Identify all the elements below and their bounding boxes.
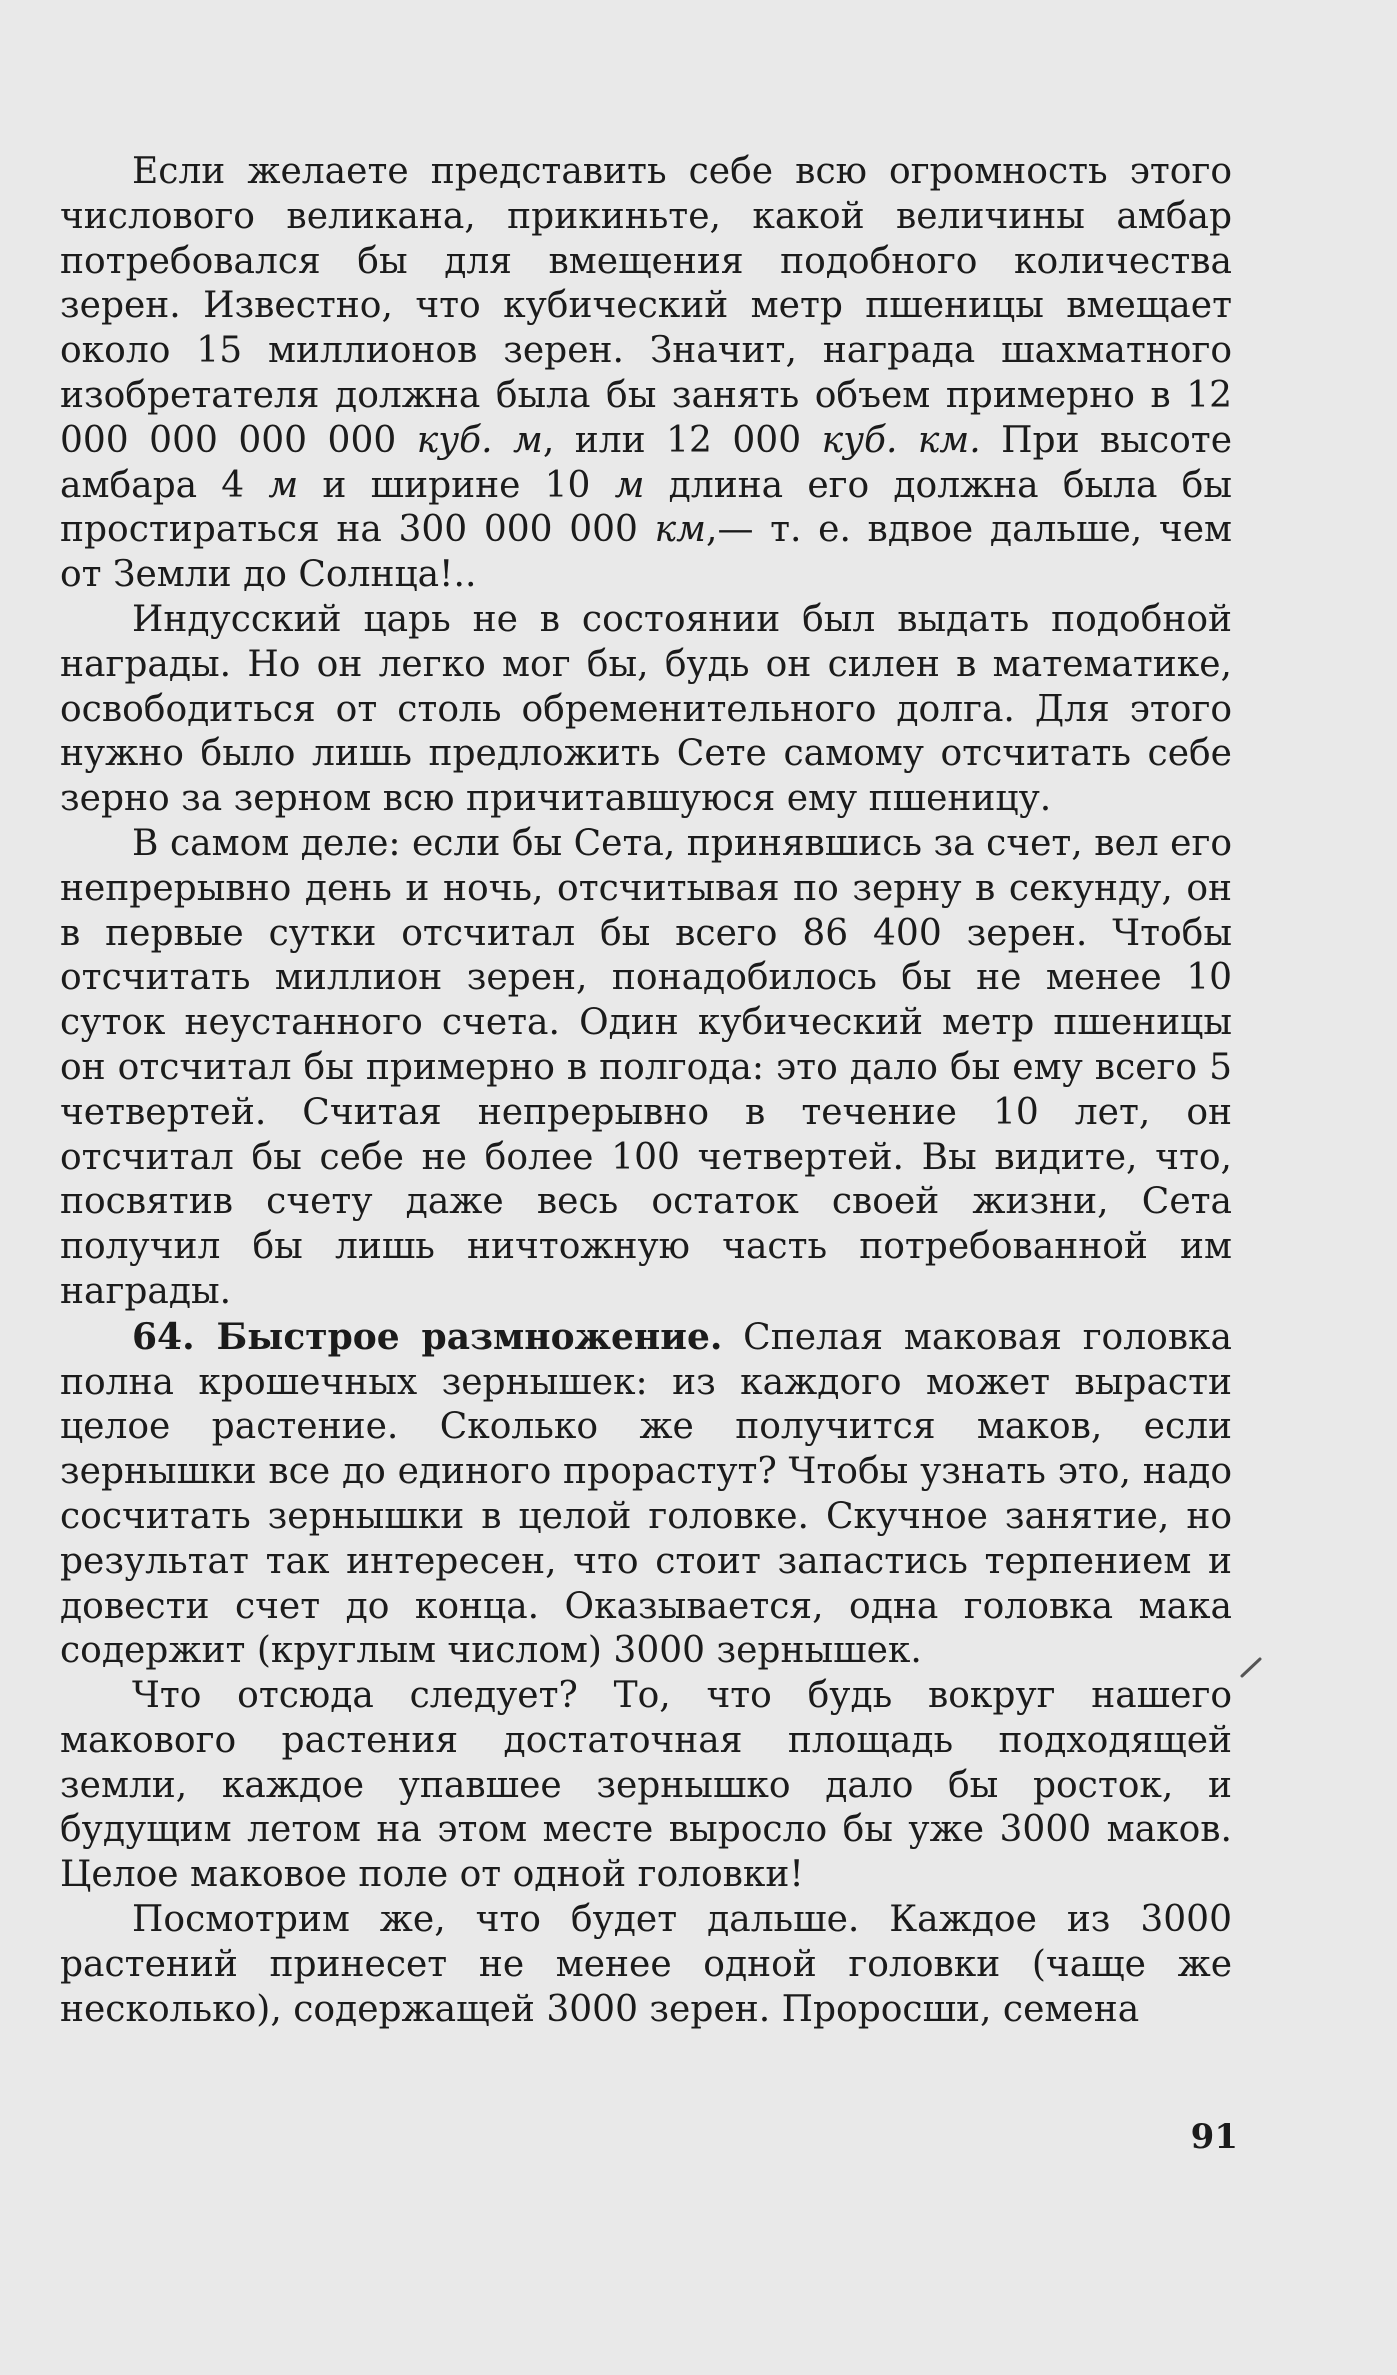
- paragraph-text: При высоте амбара 4: [60, 419, 1233, 506]
- unit-cubic-meter: куб. м: [416, 419, 543, 461]
- unit-cubic-km: куб. км.: [821, 419, 981, 461]
- paragraph-text: , или 12 000: [542, 419, 822, 461]
- paragraph-king: Индусский царь не в состоянии был выдать подобной награды. Но он легко мог бы, будь он силен в математике, освободиться от столь обременительного долга. Для этого нужно было лишь предложить Сете самому отсчитать себе зерно за зерном всю причитавшуюся ему пшеницу.: [60, 598, 1232, 820]
- unit-meter: м: [268, 464, 299, 506]
- unit-meter: м: [614, 464, 645, 506]
- paragraph-poppy-intro: [60, 1315, 1232, 1674]
- text-column: [60, 150, 1232, 2032]
- paragraph-text: Если желаете представить себе всю огромность этого числового великана, прикиньте, какой величины амбар потребовался бы для вмещения подобного количества зерен. Известно, что кубический метр пшеницы вмещает около 15 миллионов зерен. Значит, награда шахматного изобретателя должна была бы занять объем примерно в 12 000 000 000 000: [60, 151, 1232, 461]
- paragraph-amber-size: [60, 150, 1232, 598]
- paragraph-text: ,— т. е. вдвое дальше, чем от Земли до Солнца!..: [60, 509, 1233, 596]
- paragraph-counting: В самом деле: если бы Сета, принявшись за счет, вел его непрерывно день и ночь, отсчитывая по зерну в секунду, он в первые сутки отсчитал бы всего 86 400 зерен. Чтобы отсчитать миллион зерен, понадобилось бы не менее 10 суток неустанного счета. Один кубический метр пшеницы он отсчитал бы примерно в полгода: это дало бы ему всего 5 четвертей. Считая непрерывно в течение 10 лет, он отсчитал бы себе не более 100 четвертей. Вы видите, что, посвятив счету даже весь остаток своей жизни, Сета получил бы лишь ничтожную часть потребованной им награды.: [60, 822, 1232, 1312]
- paragraph-poppy-field: Что отсюда следует? То, что будь вокруг нашего макового растения достаточная площадь подходящей земли, каждое упавшее зернышко дало бы росток, и будущим летом на этом месте выросло бы уже 3000 маков. Целое маковое поле от одной головки!: [60, 1675, 1232, 1896]
- pencil-mark-icon: [1238, 1654, 1266, 1680]
- paragraph-text: и ширине 10: [298, 464, 615, 506]
- unit-km: км: [654, 509, 706, 551]
- section-heading: 64. Быстрое размножение.: [132, 1315, 723, 1358]
- paragraph-poppy-next: Посмотрим же, что будет дальше. Каждое из 3000 растений принесет не менее одной головки (чаще же несколько), содержащей 3000 зерен. Проросши, семена: [60, 1899, 1232, 2030]
- paragraph-text: Спелая маковая головка полна крошечных зернышек: из каждого может вырасти целое растение. Сколько же получится маков, если зернышки все до единого прорастут? Чтобы узнать это, надо сосчитать зернышки в целой головке. Скучное занятие, но результат так интересен, что стоит запастись терпением и довести счет до конца. Оказывается, одна головка мака содержит (круглым числом) 3000 зернышек.: [60, 1316, 1232, 1672]
- paragraph-text: длина его должна была бы простираться на 300 000 000: [60, 464, 1232, 551]
- page-number: 91: [1190, 2117, 1238, 2157]
